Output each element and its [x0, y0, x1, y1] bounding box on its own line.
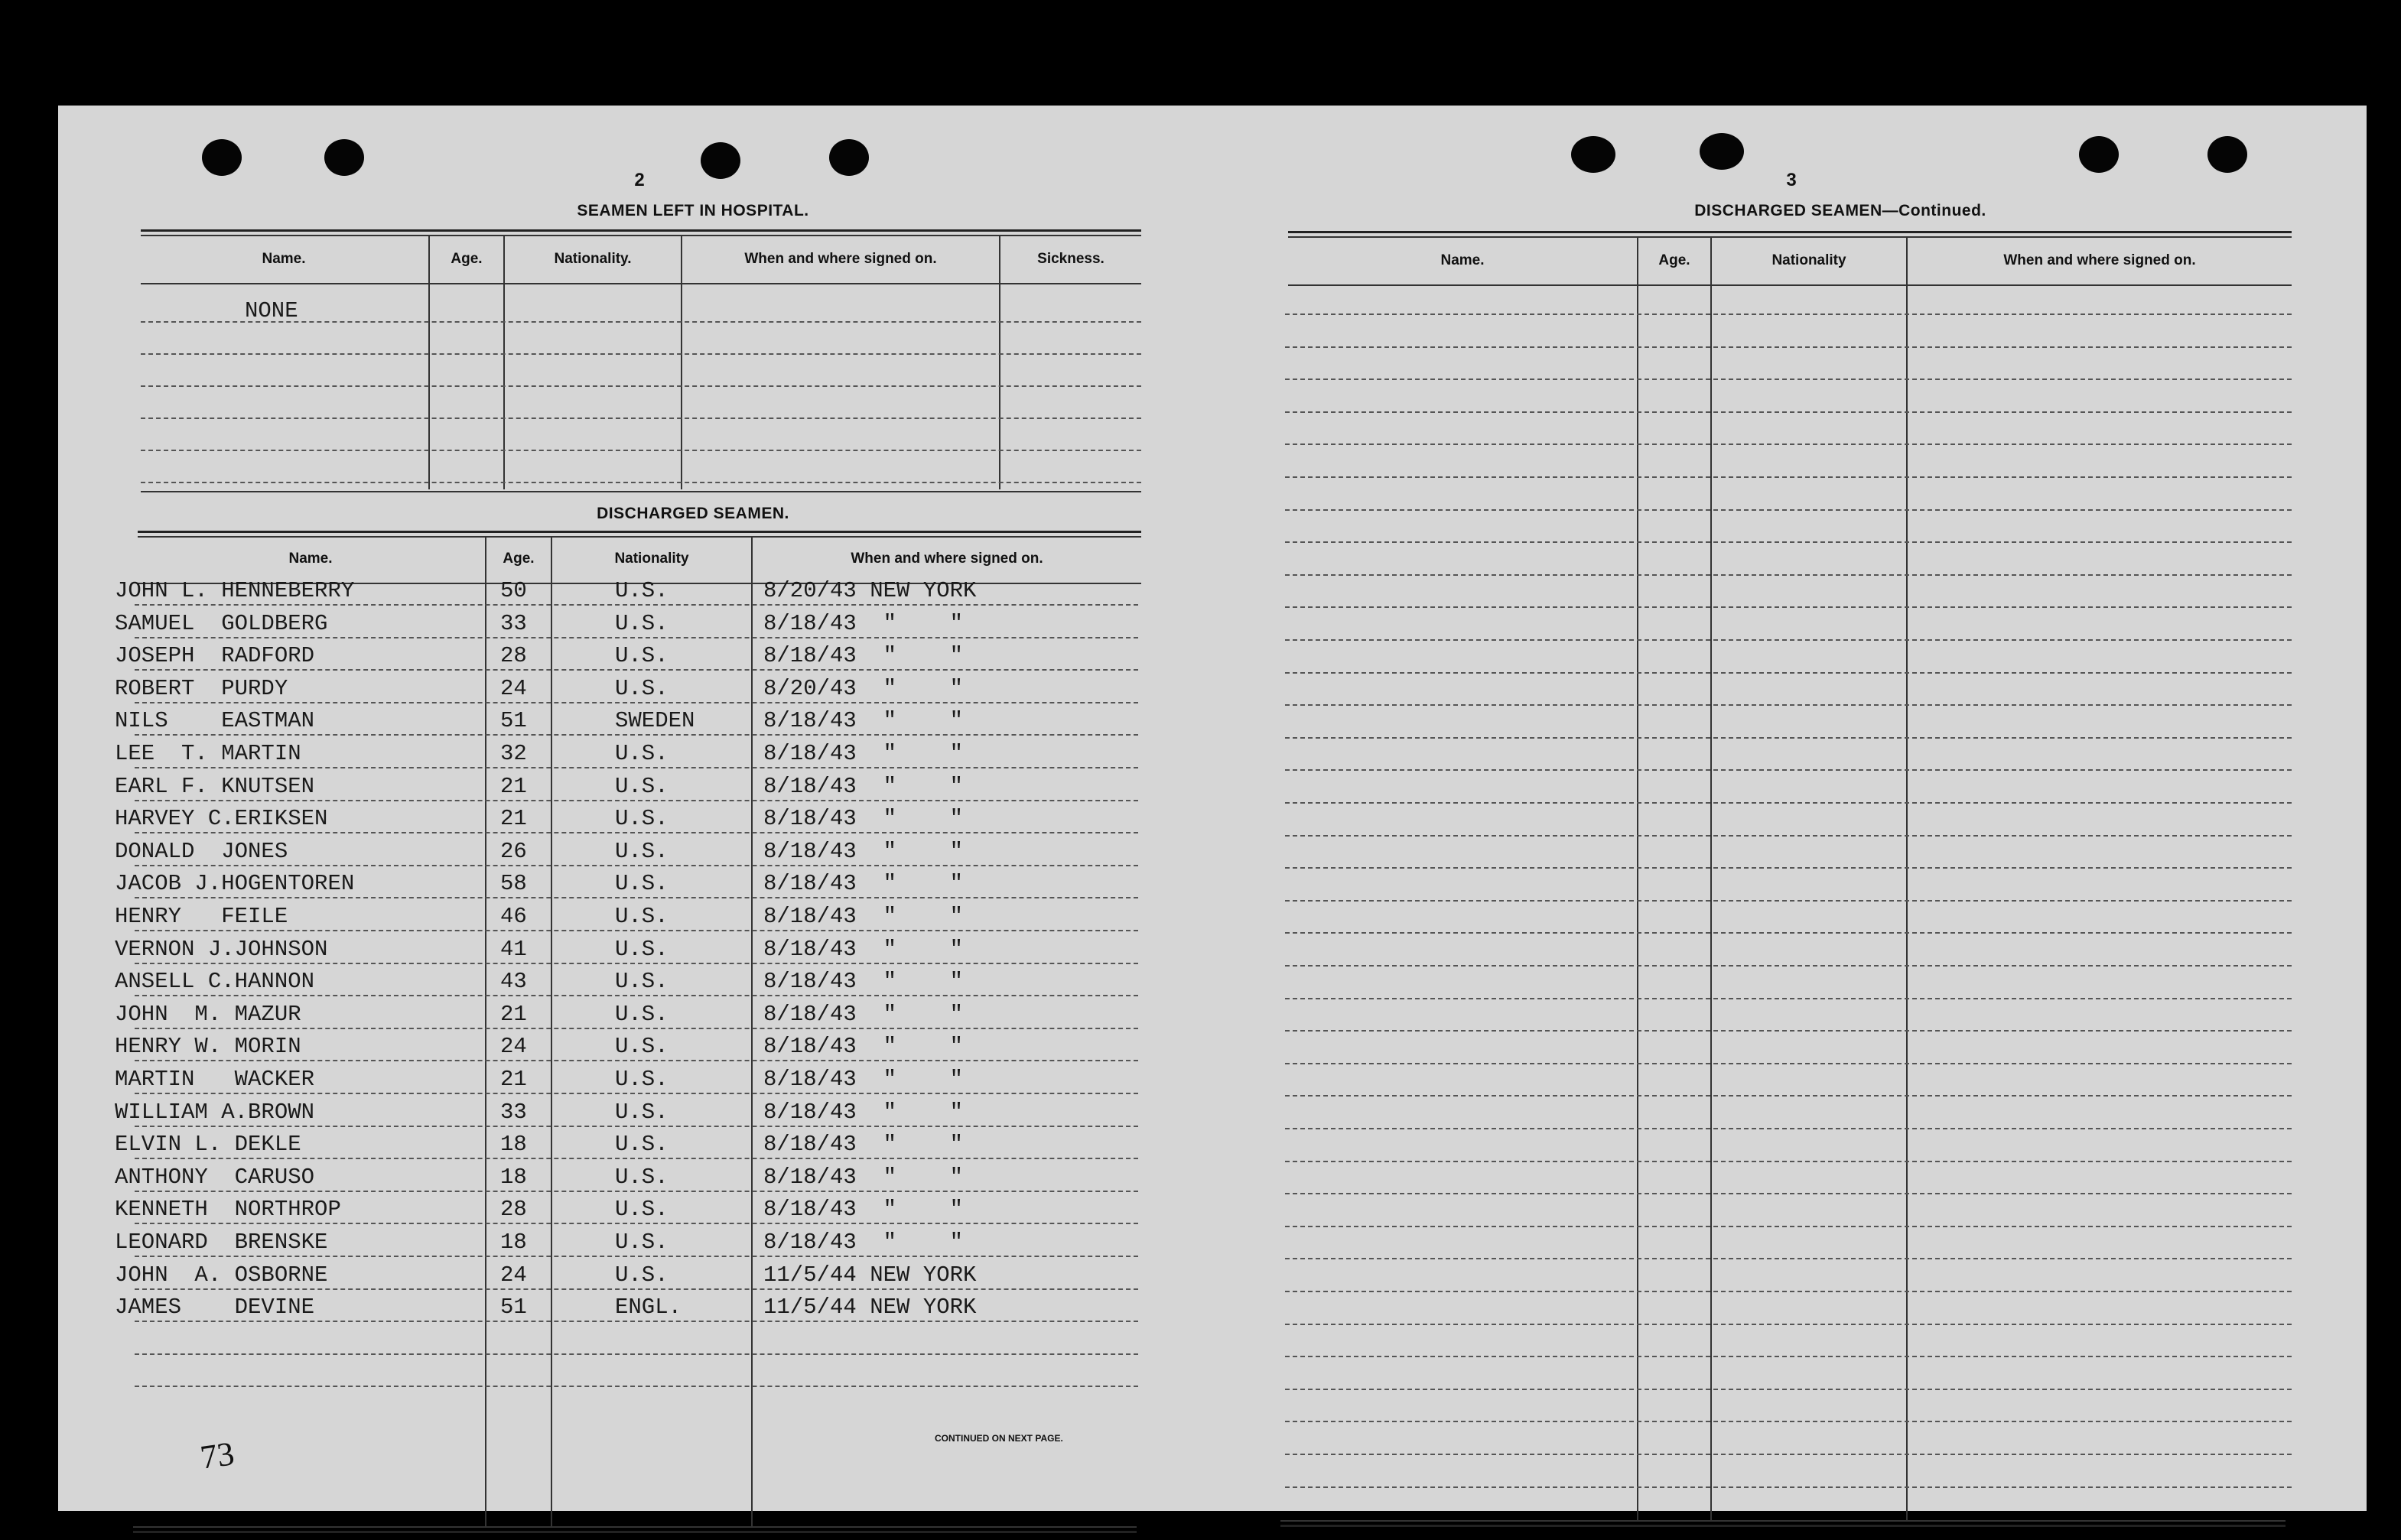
header-when-where: When and where signed on. — [2003, 252, 2196, 268]
seaman-name: DONALD JONES — [115, 839, 288, 864]
seaman-age: 18 — [500, 1132, 527, 1157]
ruled-line — [135, 1386, 1138, 1387]
continued-note: CONTINUED ON NEXT PAGE. — [935, 1433, 1063, 1444]
ruled-line — [1285, 314, 2292, 315]
seaman-signed-on: 8/18/43 " " — [763, 1034, 964, 1059]
ruled-line — [135, 1126, 1138, 1127]
seaman-nationality: U.S. — [615, 904, 669, 929]
seaman-nationality: U.S. — [615, 1100, 669, 1125]
seaman-nationality: U.S. — [615, 1197, 669, 1222]
ruled-line — [135, 800, 1138, 801]
seaman-nationality: U.S. — [615, 969, 669, 994]
seaman-age: 51 — [500, 1295, 527, 1320]
ruled-line — [1285, 1063, 2292, 1064]
seaman-name: MARTIN WACKER — [115, 1067, 315, 1092]
header-name: Name. — [288, 551, 333, 567]
header-name: Name. — [1440, 252, 1485, 268]
ruled-line — [1285, 346, 2292, 348]
ruled-line — [141, 450, 1141, 451]
header-nationality: Nationality — [614, 551, 689, 567]
seaman-signed-on: 8/18/43 " " — [763, 1165, 964, 1190]
seaman-signed-on: 8/18/43 " " — [763, 1230, 964, 1255]
ruled-line — [135, 832, 1138, 833]
hospital-section-title: SEAMEN LEFT IN HOSPITAL. — [577, 202, 809, 219]
header-age: Age. — [503, 551, 535, 567]
ruled-line — [135, 1060, 1138, 1061]
seaman-age: 51 — [500, 708, 527, 733]
header-nationality: Nationality. — [554, 251, 632, 267]
seaman-age: 21 — [500, 1067, 527, 1092]
ruled-line — [1285, 639, 2292, 641]
column-divider — [1637, 237, 1638, 1520]
seaman-name: ANSELL C.HANNON — [115, 969, 315, 994]
seaman-age: 26 — [500, 839, 527, 864]
seaman-age: 41 — [500, 937, 527, 962]
rule — [1280, 1520, 2286, 1522]
seaman-age: 21 — [500, 774, 527, 799]
seaman-name: JOHN A. OSBORNE — [115, 1262, 328, 1288]
seaman-name: EARL F. KNUTSEN — [115, 774, 315, 799]
header-name: Name. — [262, 251, 306, 267]
ruled-line — [135, 767, 1138, 768]
ruled-line — [1285, 1291, 2292, 1292]
ruled-line — [1285, 606, 2292, 608]
ruled-line — [1285, 802, 2292, 804]
ruled-line — [1285, 704, 2292, 706]
ruled-line — [1285, 1454, 2292, 1455]
ruled-line — [135, 995, 1138, 996]
ruled-line — [135, 1191, 1138, 1192]
seaman-name: JAMES DEVINE — [115, 1295, 315, 1320]
seaman-signed-on: 8/18/43 " " — [763, 871, 964, 896]
seaman-nationality: ENGL. — [615, 1295, 682, 1320]
ruled-line — [1285, 998, 2292, 999]
seaman-age: 24 — [500, 676, 527, 701]
handwritten-mark: 73 — [197, 1434, 237, 1477]
ruled-line — [1285, 541, 2292, 543]
discharged-section-title: DISCHARGED SEAMEN. — [597, 505, 789, 522]
seaman-signed-on: 8/18/43 " " — [763, 904, 964, 929]
rule — [1288, 236, 2292, 238]
seaman-nationality: U.S. — [615, 839, 669, 864]
ruled-line — [141, 385, 1141, 387]
seaman-name: HARVEY C.ERIKSEN — [115, 806, 328, 831]
seaman-name: JOSEPH RADFORD — [115, 643, 315, 668]
hospital-entry: NONE — [245, 298, 298, 323]
ruled-line — [135, 734, 1138, 736]
header-when-where: When and where signed on. — [744, 251, 937, 267]
ruled-line — [135, 1353, 1138, 1355]
seaman-name: WILLIAM A.BROWN — [115, 1100, 315, 1125]
seaman-signed-on: 8/18/43 " " — [763, 708, 964, 733]
seaman-nationality: U.S. — [615, 806, 669, 831]
seaman-signed-on: 8/18/43 " " — [763, 1100, 964, 1125]
column-divider — [1710, 237, 1712, 1520]
seaman-nationality: U.S. — [615, 1230, 669, 1255]
column-divider — [751, 537, 753, 1526]
ruled-line — [1285, 1226, 2292, 1227]
rule — [138, 531, 1141, 533]
seaman-name: NILS EASTMAN — [115, 708, 315, 733]
rule — [1280, 1525, 2286, 1527]
seaman-age: 43 — [500, 969, 527, 994]
column-divider — [999, 236, 1000, 489]
ruled-line — [1285, 443, 2292, 445]
ruled-line — [1285, 574, 2292, 576]
seaman-signed-on: 8/18/43 " " — [763, 741, 964, 766]
ruled-line — [135, 1321, 1138, 1322]
ruled-line — [135, 604, 1138, 606]
header-age: Age. — [451, 251, 483, 267]
seaman-name: HENRY FEILE — [115, 904, 288, 929]
seaman-nationality: U.S. — [615, 676, 669, 701]
seaman-name: HENRY W. MORIN — [115, 1034, 301, 1059]
seaman-age: 24 — [500, 1034, 527, 1059]
rule — [133, 1531, 1137, 1533]
rule — [141, 491, 1141, 492]
seaman-name: LEE T. MARTIN — [115, 741, 301, 766]
ruled-line — [135, 1028, 1138, 1029]
ruled-line — [135, 669, 1138, 671]
ruled-line — [1285, 1193, 2292, 1194]
ruled-line — [1285, 900, 2292, 902]
ruled-line — [1285, 965, 2292, 967]
seaman-signed-on: 8/18/43 " " — [763, 774, 964, 799]
ruled-line — [141, 482, 1141, 483]
seaman-signed-on: 8/18/43 " " — [763, 839, 964, 864]
ruled-line — [1285, 932, 2292, 934]
ruled-line — [1285, 1258, 2292, 1259]
seaman-signed-on: 8/18/43 " " — [763, 806, 964, 831]
seaman-signed-on: 8/18/43 " " — [763, 1132, 964, 1157]
column-divider — [485, 537, 486, 1526]
seaman-signed-on: 8/18/43 " " — [763, 969, 964, 994]
seaman-nationality: U.S. — [615, 1067, 669, 1092]
seaman-nationality: U.S. — [615, 741, 669, 766]
ruled-line — [135, 897, 1138, 898]
rule — [1288, 231, 2292, 233]
ruled-line — [1285, 1421, 2292, 1422]
seaman-nationality: U.S. — [615, 937, 669, 962]
ruled-line — [1285, 672, 2292, 674]
seaman-signed-on: 11/5/44 NEW YORK — [763, 1262, 977, 1288]
ruled-line — [1285, 835, 2292, 837]
seaman-name: ELVIN L. DEKLE — [115, 1132, 301, 1157]
right-page — [1205, 106, 2367, 1511]
ruled-line — [1285, 1486, 2292, 1488]
seaman-age: 50 — [500, 578, 527, 603]
ruled-line — [1285, 769, 2292, 771]
seaman-signed-on: 8/18/43 " " — [763, 937, 964, 962]
column-divider — [551, 537, 552, 1526]
ruled-line — [1285, 1128, 2292, 1129]
ruled-line — [135, 637, 1138, 638]
column-divider — [681, 236, 682, 489]
ruled-line — [1285, 1095, 2292, 1097]
seaman-age: 46 — [500, 904, 527, 929]
seaman-nationality: U.S. — [615, 1034, 669, 1059]
seaman-nationality: U.S. — [615, 1132, 669, 1157]
seaman-name: JOHN L. HENNEBERRY — [115, 578, 355, 603]
seaman-signed-on: 8/18/43 " " — [763, 643, 964, 668]
header-nationality: Nationality — [1771, 252, 1846, 268]
seaman-nationality: U.S. — [615, 1165, 669, 1190]
seaman-name: KENNETH NORTHROP — [115, 1197, 341, 1222]
ruled-line — [135, 963, 1138, 964]
seaman-age: 18 — [500, 1165, 527, 1190]
seaman-age: 21 — [500, 806, 527, 831]
seaman-name: SAMUEL GOLDBERG — [115, 611, 328, 636]
header-when-where: When and where signed on. — [851, 551, 1043, 567]
ruled-line — [135, 1256, 1138, 1257]
seaman-age: 32 — [500, 741, 527, 766]
seaman-age: 18 — [500, 1230, 527, 1255]
seaman-nationality: U.S. — [615, 774, 669, 799]
seaman-age: 28 — [500, 643, 527, 668]
seaman-signed-on: 8/20/43 " " — [763, 676, 964, 701]
column-divider — [428, 236, 430, 489]
ruled-line — [135, 1158, 1138, 1159]
ruled-line — [1285, 509, 2292, 511]
ruled-line — [1285, 1356, 2292, 1357]
rule — [1288, 284, 2292, 286]
seaman-nationality: U.S. — [615, 871, 669, 896]
column-divider — [503, 236, 505, 489]
seaman-name: JOHN M. MAZUR — [115, 1002, 301, 1027]
seaman-signed-on: 8/18/43 " " — [763, 1067, 964, 1092]
seaman-name: JACOB J.HOGENTOREN — [115, 871, 355, 896]
seaman-signed-on: 8/18/43 " " — [763, 1002, 964, 1027]
ruled-line — [1285, 737, 2292, 739]
ruled-line — [1285, 1030, 2292, 1032]
ruled-line — [141, 321, 1141, 323]
page-number: 2 — [634, 170, 645, 190]
column-divider — [1906, 237, 1908, 1520]
header-age: Age. — [1658, 252, 1690, 268]
seaman-signed-on: 11/5/44 NEW YORK — [763, 1295, 977, 1320]
ruled-line — [1285, 1161, 2292, 1162]
seaman-signed-on: 8/18/43 " " — [763, 1197, 964, 1222]
seaman-nationality: SWEDEN — [615, 708, 695, 733]
seaman-age: 33 — [500, 611, 527, 636]
page-number: 3 — [1786, 170, 1797, 190]
seaman-name: ANTHONY CARUSO — [115, 1165, 315, 1190]
ruled-line — [1285, 1324, 2292, 1325]
ruled-line — [141, 353, 1141, 355]
ruled-line — [1285, 1389, 2292, 1390]
ruled-line — [141, 417, 1141, 419]
document-sheet — [58, 106, 2367, 1511]
ruled-line — [1285, 476, 2292, 478]
rule — [141, 283, 1141, 284]
rule — [141, 229, 1141, 232]
ruled-line — [135, 1288, 1138, 1290]
ruled-line — [1285, 411, 2292, 413]
seaman-name: VERNON J.JOHNSON — [115, 937, 328, 962]
ruled-line — [135, 865, 1138, 866]
rule — [141, 235, 1141, 236]
seaman-signed-on: 8/18/43 " " — [763, 611, 964, 636]
left-page — [58, 106, 1205, 1511]
seaman-nationality: U.S. — [615, 1262, 669, 1288]
seaman-age: 24 — [500, 1262, 527, 1288]
seaman-age: 33 — [500, 1100, 527, 1125]
header-sickness: Sickness. — [1037, 251, 1105, 267]
rule — [138, 536, 1141, 538]
seaman-nationality: U.S. — [615, 1002, 669, 1027]
ruled-line — [135, 1223, 1138, 1224]
seaman-age: 21 — [500, 1002, 527, 1027]
ruled-line — [135, 930, 1138, 931]
seaman-name: ROBERT PURDY — [115, 676, 288, 701]
ruled-line — [1285, 379, 2292, 380]
ruled-line — [1285, 867, 2292, 869]
rule — [133, 1526, 1137, 1528]
seaman-nationality: U.S. — [615, 578, 669, 603]
seaman-signed-on: 8/20/43 NEW YORK — [763, 578, 977, 603]
discharged-continued-title: DISCHARGED SEAMEN—Continued. — [1694, 202, 1986, 219]
seaman-name: LEONARD BRENSKE — [115, 1230, 328, 1255]
seaman-age: 58 — [500, 871, 527, 896]
seaman-age: 28 — [500, 1197, 527, 1222]
seaman-nationality: U.S. — [615, 643, 669, 668]
ruled-line — [135, 702, 1138, 703]
ruled-line — [135, 1093, 1138, 1094]
seaman-nationality: U.S. — [615, 611, 669, 636]
